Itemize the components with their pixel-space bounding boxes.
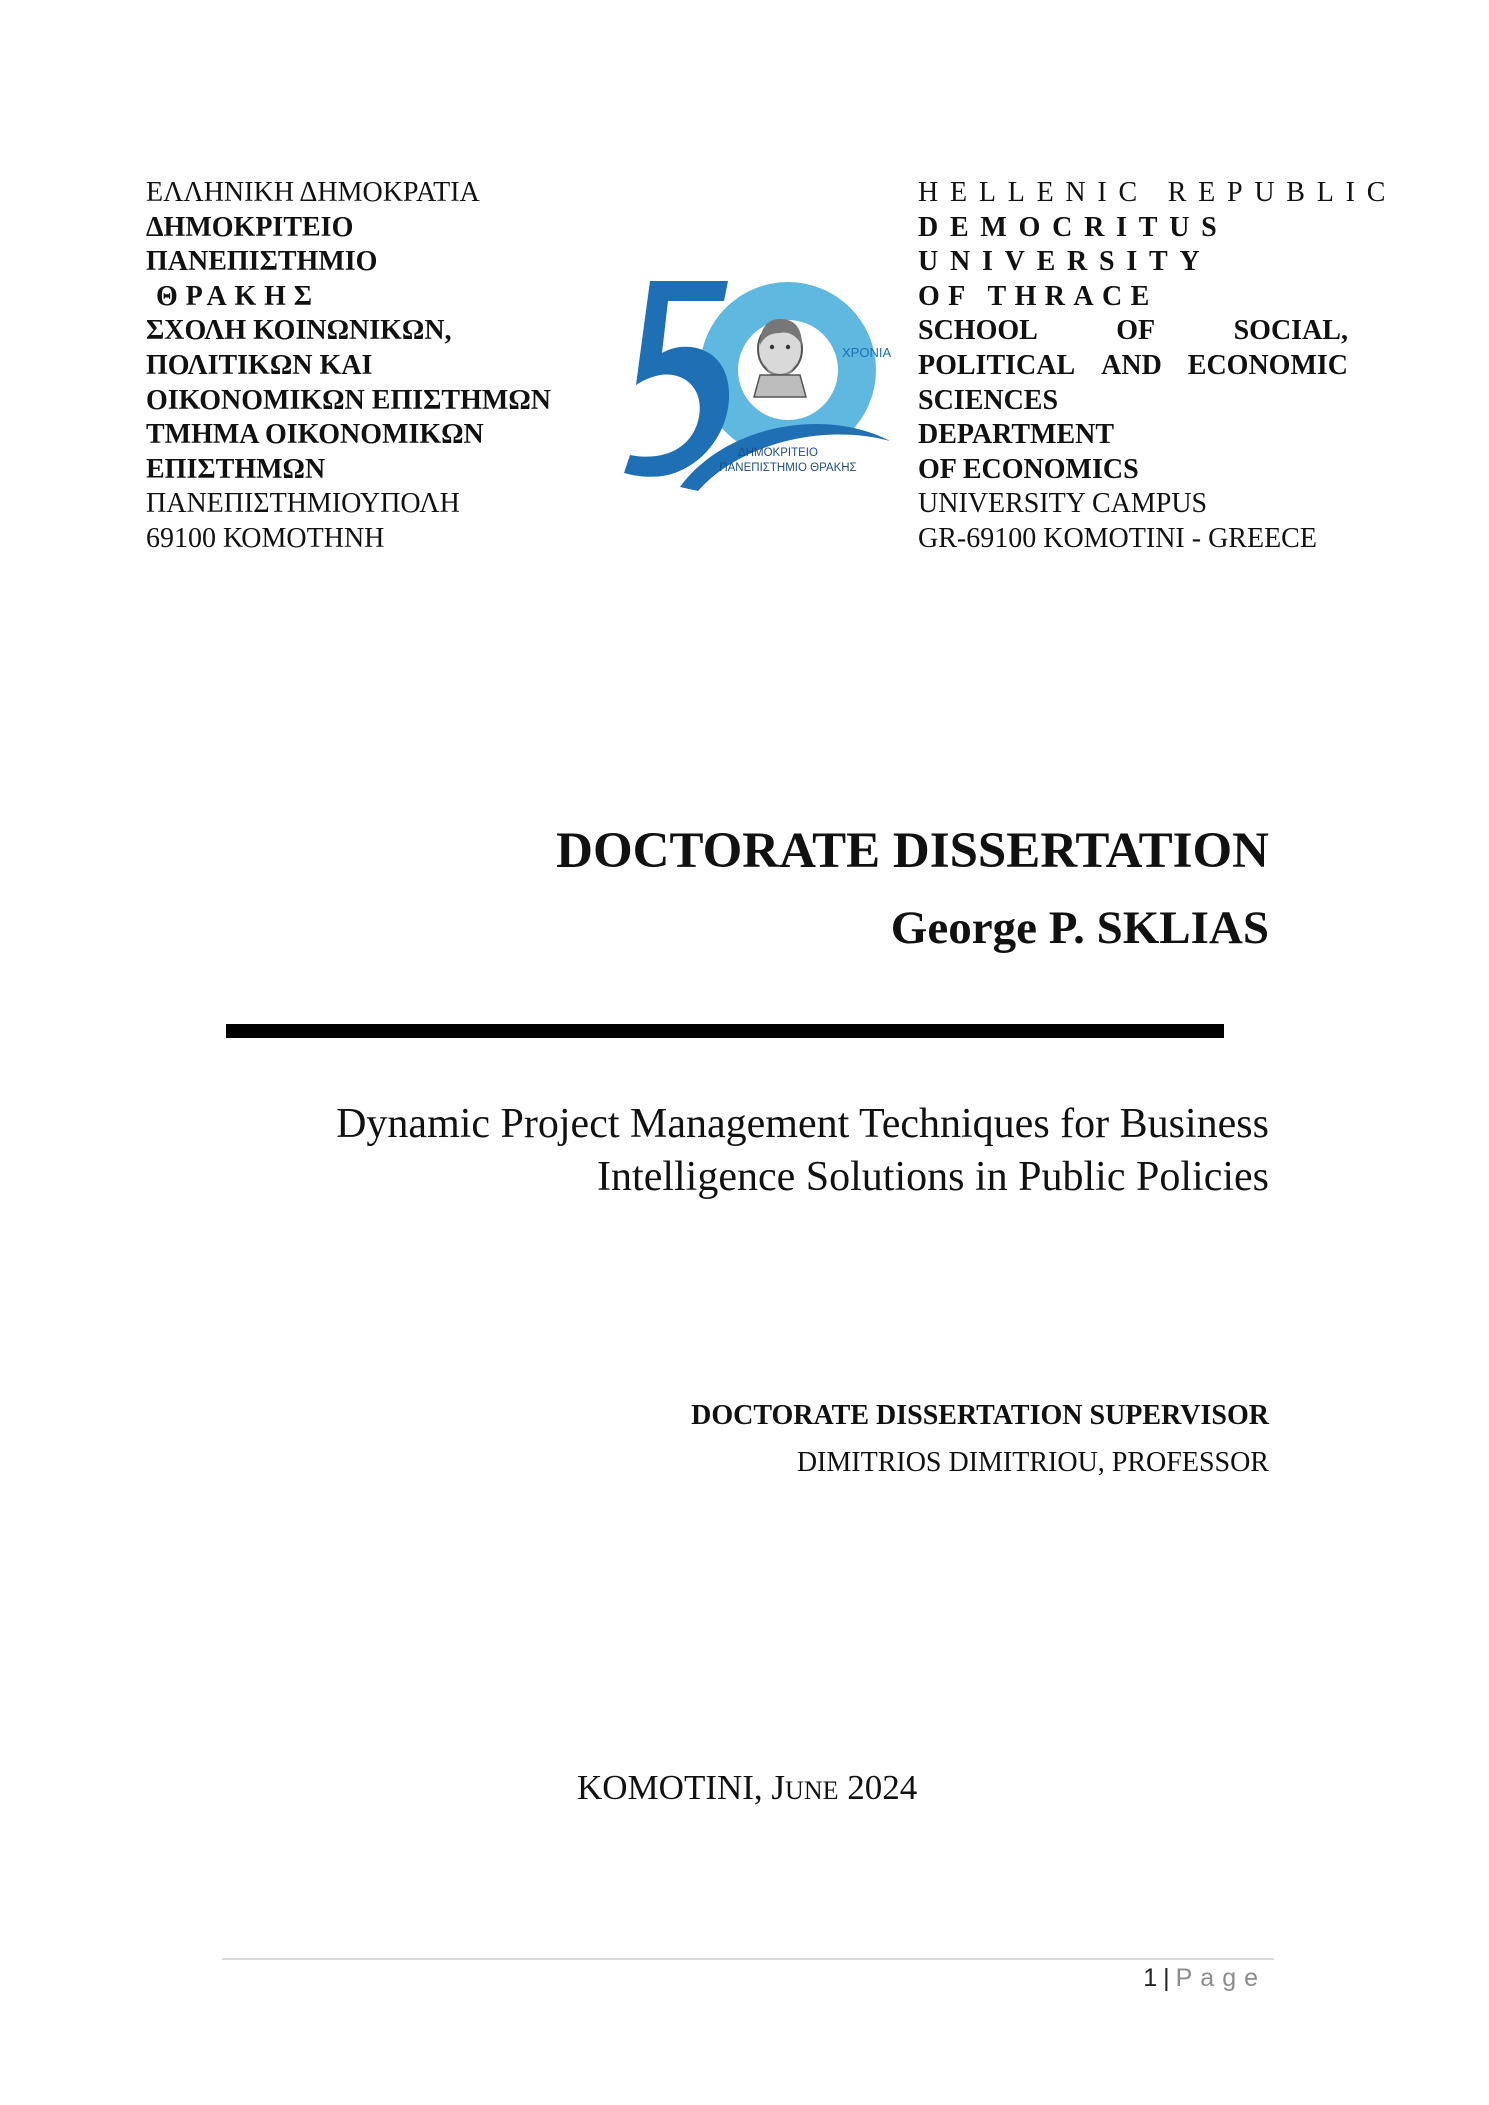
header-right-line-school-1 (918, 314, 1348, 349)
thesis-title (219, 1098, 1269, 1204)
header-left-greek (146, 176, 591, 557)
school-word-2: OF (1116, 315, 1156, 347)
header-left-line-university-1: ΔΗΜΟΚΡΙΤΕΙΟ (146, 211, 354, 243)
header-left-line-department-1: ΤΜΗΜΑ ΟΙΚΟΝΟΜΙΚΩΝ (146, 419, 484, 451)
header-left-line-school-2: ΠΟΛΙΤΙΚΩΝ ΚΑΙ (146, 349, 373, 381)
header-left-line-campus: ΠΑΝΕΠΙΣΤΗΜΙΟΥΠΟΛΗ (146, 488, 460, 520)
header-right-line-of-economics: OF ECONOMICS (918, 453, 1139, 485)
header-right-line-address: GR-69100 KOMOTINI - GREECE (918, 522, 1317, 554)
header-right-english (918, 176, 1398, 557)
header-right-line-school-2 (918, 349, 1348, 384)
footer-divider (222, 1958, 1274, 1960)
page-title: DOCTORATE DISSERTATION (556, 823, 1269, 879)
date-year: 2024 (847, 1768, 918, 1807)
place-city: KOMOTINI, (577, 1768, 763, 1807)
place-date (577, 1768, 917, 1808)
school2-word-1: POLITICAL (918, 349, 1076, 381)
date-month-initial: J (771, 1768, 786, 1807)
school2-word-3: ECONOMIC (1187, 349, 1348, 381)
header-right-line-sciences: SCIENCES (918, 384, 1059, 416)
header-left-line-address: 69100 ΚΟΜΟΤΗΝΗ (146, 522, 385, 554)
date-month-rest: UNE (785, 1776, 839, 1805)
logo-university-line-2: ΠΑΝΕΠΙΣΤΗΜΙΟ ΘΡΑΚΗΣ (719, 462, 857, 474)
page-number: 1 (1143, 1964, 1158, 1992)
logo-years-label: ΧΡΟΝΙΑ (842, 345, 892, 360)
title-divider (226, 1024, 1224, 1038)
school-word-3: SOCIAL, (1233, 315, 1348, 347)
page-footer (1143, 1964, 1266, 1993)
page-separator: | (1163, 1964, 1170, 1992)
header-right-line-thrace: OF THRACE (918, 280, 1158, 312)
header-left-line-school-3: ΟΙΚΟΝΟΜΙΚΩΝ ΕΠΙΣΤΗΜΩΝ (146, 384, 551, 416)
header-left-line-thrace: ΘΡΑΚΗΣ (156, 280, 320, 312)
university-50-years-logo (620, 275, 896, 491)
header-left-line-school-1: ΣΧΟΛΗ ΚΟΙΝΩΝΙΚΩΝ, (146, 315, 452, 347)
school2-word-2: AND (1101, 349, 1162, 381)
date-month (771, 1768, 838, 1807)
logo-university-line-1: ΔΗΜΟΚΡΙΤΕΙΟ (738, 447, 818, 459)
header-left-line-department-2: ΕΠΙΣΤΗΜΩΝ (146, 453, 326, 485)
supervisor-name: DIMITRIOS DIMITRIOU, PROFESSOR (796, 1447, 1269, 1478)
header-right-line-campus: UNIVERSITY CAMPUS (918, 488, 1208, 520)
logo-five (624, 281, 729, 477)
thesis-title-line-1: Dynamic Project Management Techniques for Business (336, 1101, 1269, 1147)
author-name: George P. SKLIAS (890, 902, 1269, 954)
header-right-line-university-2: UNIVERSITY (918, 246, 1212, 278)
header-right-line-university-1: DEMOCRITUS (918, 211, 1229, 243)
header-left-line-republic: ΕΛΛΗΝΙΚΗ ΔΗΜΟΚΡΑΤΙΑ (146, 177, 480, 208)
page-label: Page (1175, 1964, 1266, 1992)
supervisor-label: DOCTORATE DISSERTATION SUPERVISOR (691, 1400, 1269, 1431)
thesis-title-line-2: Intelligence Solutions in Public Policies (597, 1154, 1269, 1200)
school-word-1: SCHOOL (918, 315, 1038, 347)
header-left-line-university-2: ΠΑΝΕΠΙΣΤΗΜΙΟ (146, 246, 378, 278)
header-right-line-republic: HELLENIC REPUBLIC (918, 177, 1398, 208)
header-right-line-department: DEPARTMENT (918, 419, 1115, 451)
